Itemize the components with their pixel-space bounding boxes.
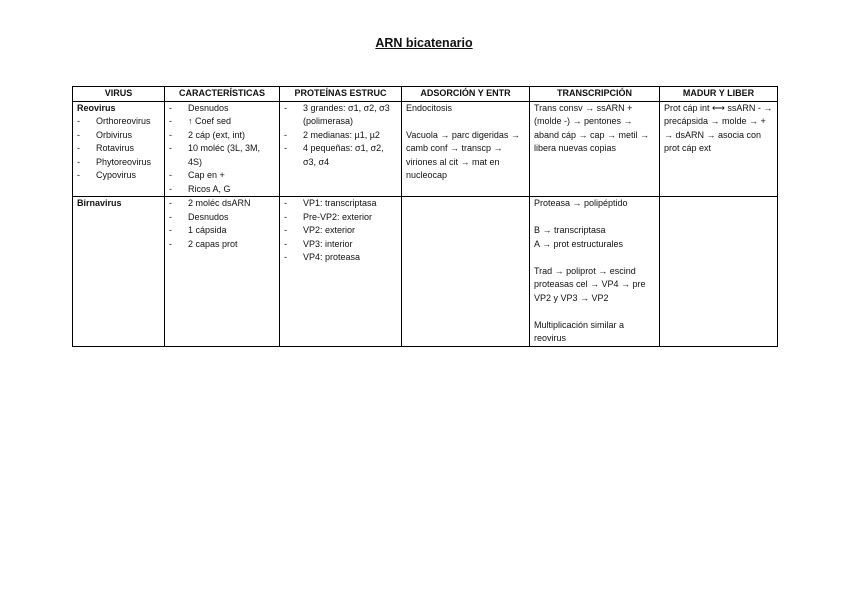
caracteristicas-cell: [165, 101, 280, 197]
column-header-adsorcion: ADSORCIÓN Y ENTR: [402, 87, 530, 102]
text-block: A → prot estructurales: [534, 238, 624, 249]
list-item: - Rotavirus: [77, 142, 160, 156]
column-header-transcripcion: TRANSCRIPCIÓN: [530, 87, 660, 102]
list-item: - 3 grandes: σ1, σ2, σ3 (polimerasa): [284, 102, 397, 129]
virus-name: Birnavirus: [77, 198, 122, 208]
list-item: - ↑ Coef sed: [169, 115, 275, 129]
adsorcion-cell: [402, 101, 530, 197]
virus-name: Reovirus: [77, 102, 116, 113]
list-item: - VP4: proteasa: [284, 251, 397, 265]
list-item: - VP3: interior: [284, 238, 397, 252]
text-block: Trans consv → ssARN + (molde -) → pentones → aband cáp → cap → metil → libera nuevas copias: [534, 102, 650, 153]
text-block: Vacuola → parc digeridas → camb conf → transcp → viriones al cit → mat en nucleocap: [406, 129, 520, 180]
table-header-row: [73, 87, 778, 102]
column-header-proteinas: PROTEÍNAS ESTRUC: [280, 87, 402, 102]
list-item: - 1 cápsida: [169, 224, 275, 238]
text-block: Endocitosis: [406, 102, 453, 113]
madur-cell: [660, 197, 778, 347]
list-item: - Ricos A, G: [169, 183, 275, 197]
text-block: Multiplicación similar a reovirus: [534, 319, 625, 343]
page-title: ARN bicatenario: [375, 36, 473, 50]
madur-cell: [660, 101, 778, 197]
list-item: - Cap en +: [169, 169, 275, 183]
transcripcion-cell: [530, 101, 660, 197]
list-item: - 2 moléc dsARN: [169, 197, 275, 211]
proteinas-cell: [280, 101, 402, 197]
subtype-list: [77, 115, 160, 183]
list-item: - 4 pequeñas: σ1, σ2, σ3, σ4: [284, 142, 397, 169]
text-block: Proteasa → polipéptido: [534, 198, 628, 208]
column-header-madur: MADUR Y LIBER: [660, 87, 778, 102]
list-item: - Orthoreovirus: [77, 115, 160, 129]
virus-table: [72, 86, 778, 347]
caracteristicas-cell: [165, 197, 280, 347]
table-row-reovirus: [73, 101, 778, 197]
virus-cell: [73, 101, 165, 197]
text-block: Prot cáp int ⟷ ssARN - → precápsida → molde → + → dsARN → asocia con prot cáp ext: [664, 102, 773, 153]
list-item: - Pre-VP2: exterior: [284, 211, 397, 225]
proteinas-cell: [280, 197, 402, 347]
adsorcion-cell: [402, 197, 530, 347]
transcripcion-cell: [530, 197, 660, 347]
text-block: Trad → poliprot → escind proteasas cel → VP4 → pre VP2 y VP3 → VP2: [534, 265, 646, 303]
list-item: - 10 moléc (3L, 3M, 4S): [169, 142, 275, 169]
list-item: - Phytoreovirus: [77, 156, 160, 170]
list-item: - 2 capas prot: [169, 238, 275, 252]
list-item: - 2 medianas: µ1, µ2: [284, 129, 397, 143]
list-item: - 2 cáp (ext, int): [169, 129, 275, 143]
list-item: - VP1: transcriptasa: [284, 197, 397, 211]
list-item: - Orbivirus: [77, 129, 160, 143]
list-item: - Desnudos: [169, 102, 275, 116]
virus-cell: [73, 197, 165, 347]
column-header-caracteristicas: CARACTERÍSTICAS: [165, 87, 280, 102]
list-item: - VP2: exterior: [284, 224, 397, 238]
column-header-virus: VIRUS: [73, 87, 165, 102]
table-row-birnavirus: [73, 197, 778, 347]
list-item: - Cypovirus: [77, 169, 160, 183]
list-item: - Desnudos: [169, 211, 275, 225]
text-block: B → transcriptasa: [534, 225, 606, 235]
